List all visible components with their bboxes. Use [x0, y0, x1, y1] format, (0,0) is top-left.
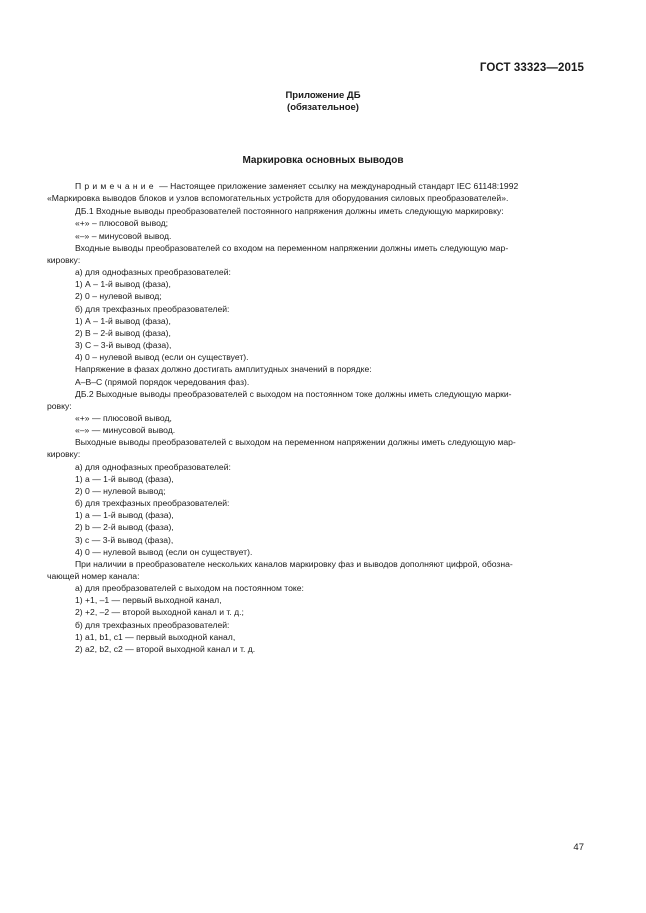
- text-line: б) для трехфазных преобразователей:: [75, 498, 230, 509]
- note-paragraph: [47, 180, 583, 192]
- text-line: 2) а2, b2, с2 — второй выходной канал и т. д.: [75, 643, 256, 654]
- text-line: 2) b — 2-й вывод (фаза),: [75, 522, 174, 533]
- text-line: 2) +2, –2 — второй выходной канал и т. д.;: [75, 607, 244, 618]
- text-line: «–» — минусовой вывод.: [75, 425, 176, 436]
- text-line: «–» – минусовой вывод.: [75, 230, 172, 241]
- text-line: 1) а — 1-й вывод (фаза),: [75, 473, 174, 484]
- text-line: Выходные выводы преобразователей с выходом на переменном напряжении должны иметь следующую мар-: [75, 437, 516, 448]
- text-line: При наличии в преобразователе нескольких каналов маркировку фаз и выводов дополняют цифрой, обозна-: [75, 558, 513, 569]
- section-title: Маркировка основных выводов: [242, 155, 404, 166]
- text-line: Напряжение в фазах должно достигать амплитудных значений в порядке:: [75, 364, 372, 375]
- document-body: [47, 180, 583, 655]
- appendix-heading: [0, 90, 646, 114]
- text-line: 1) +1, –1 — первый выходной канал,: [75, 595, 222, 606]
- text-line: 3) с — 3-й вывод (фаза),: [75, 534, 174, 545]
- page-number: 47: [573, 842, 584, 853]
- document-code: ГОСТ 33323—2015: [479, 62, 584, 74]
- text-lines: [47, 205, 583, 655]
- text-line: 4) 0 — нулевой вывод (если он существует).: [75, 546, 253, 557]
- text-line: А–В–С (прямой порядок чередования фаз).: [75, 376, 250, 387]
- text-line: 2) В – 2-й вывод (фаза),: [75, 327, 171, 338]
- note-line-2: «Маркировка выводов блоков и узлов вспомогательных устройств для оборудования силовых преобразователей».: [47, 193, 509, 204]
- text-line: а) для однофазных преобразователей:: [75, 461, 231, 472]
- text-line: 1) а — 1-й вывод (фаза),: [75, 510, 174, 521]
- text-line: ДБ.2 Выходные выводы преобразователей с выходом на постоянном токе должны иметь следующую марки-: [75, 388, 512, 399]
- appendix-subtitle: (обязательное): [287, 102, 359, 113]
- text-line: 1) а1, b1, с1 — первый выходной канал,: [75, 631, 236, 642]
- note-dash: —: [156, 181, 171, 191]
- text-line: 4) 0 – нулевой вывод (если он существует).: [75, 352, 249, 363]
- text-line: ровку:: [47, 400, 72, 411]
- text-line: 1) А – 1-й вывод (фаза),: [75, 315, 171, 326]
- text-line: кировку:: [47, 449, 81, 460]
- text-line: а) для преобразователей с выходом на постоянном токе:: [75, 583, 304, 594]
- text-line: чающей номер канала:: [47, 571, 140, 581]
- text-line: «+» – плюсовой вывод;: [75, 218, 169, 229]
- note-label: Примечание: [75, 181, 157, 191]
- appendix-title: Приложение ДБ: [285, 90, 361, 101]
- text-line: а) для однофазных преобразователей:: [75, 267, 231, 278]
- text-line: б) для трехфазных преобразователей:: [75, 619, 230, 630]
- text-line: б) для трехфазных преобразователей:: [75, 303, 230, 314]
- text-line: 1) А – 1-й вывод (фаза),: [75, 279, 171, 290]
- text-line: кировку:: [47, 254, 81, 265]
- text-line: ДБ.1 Входные выводы преобразователей постоянного напряжения должны иметь следующую маркировку:: [75, 206, 504, 217]
- text-line: Входные выводы преобразователей со входом на переменном напряжении должны иметь следующую мар-: [75, 242, 509, 253]
- text-line: «+» — плюсовой вывод,: [75, 412, 172, 423]
- text-line: 3) С – 3-й вывод (фаза),: [75, 340, 172, 351]
- note-line-1: Настоящее приложение заменяет ссылку на международный стандарт IEC 61148:1992: [170, 181, 519, 191]
- text-line: 2) 0 – нулевой вывод;: [75, 291, 162, 302]
- text-line: 2) 0 — нулевой вывод;: [75, 485, 166, 496]
